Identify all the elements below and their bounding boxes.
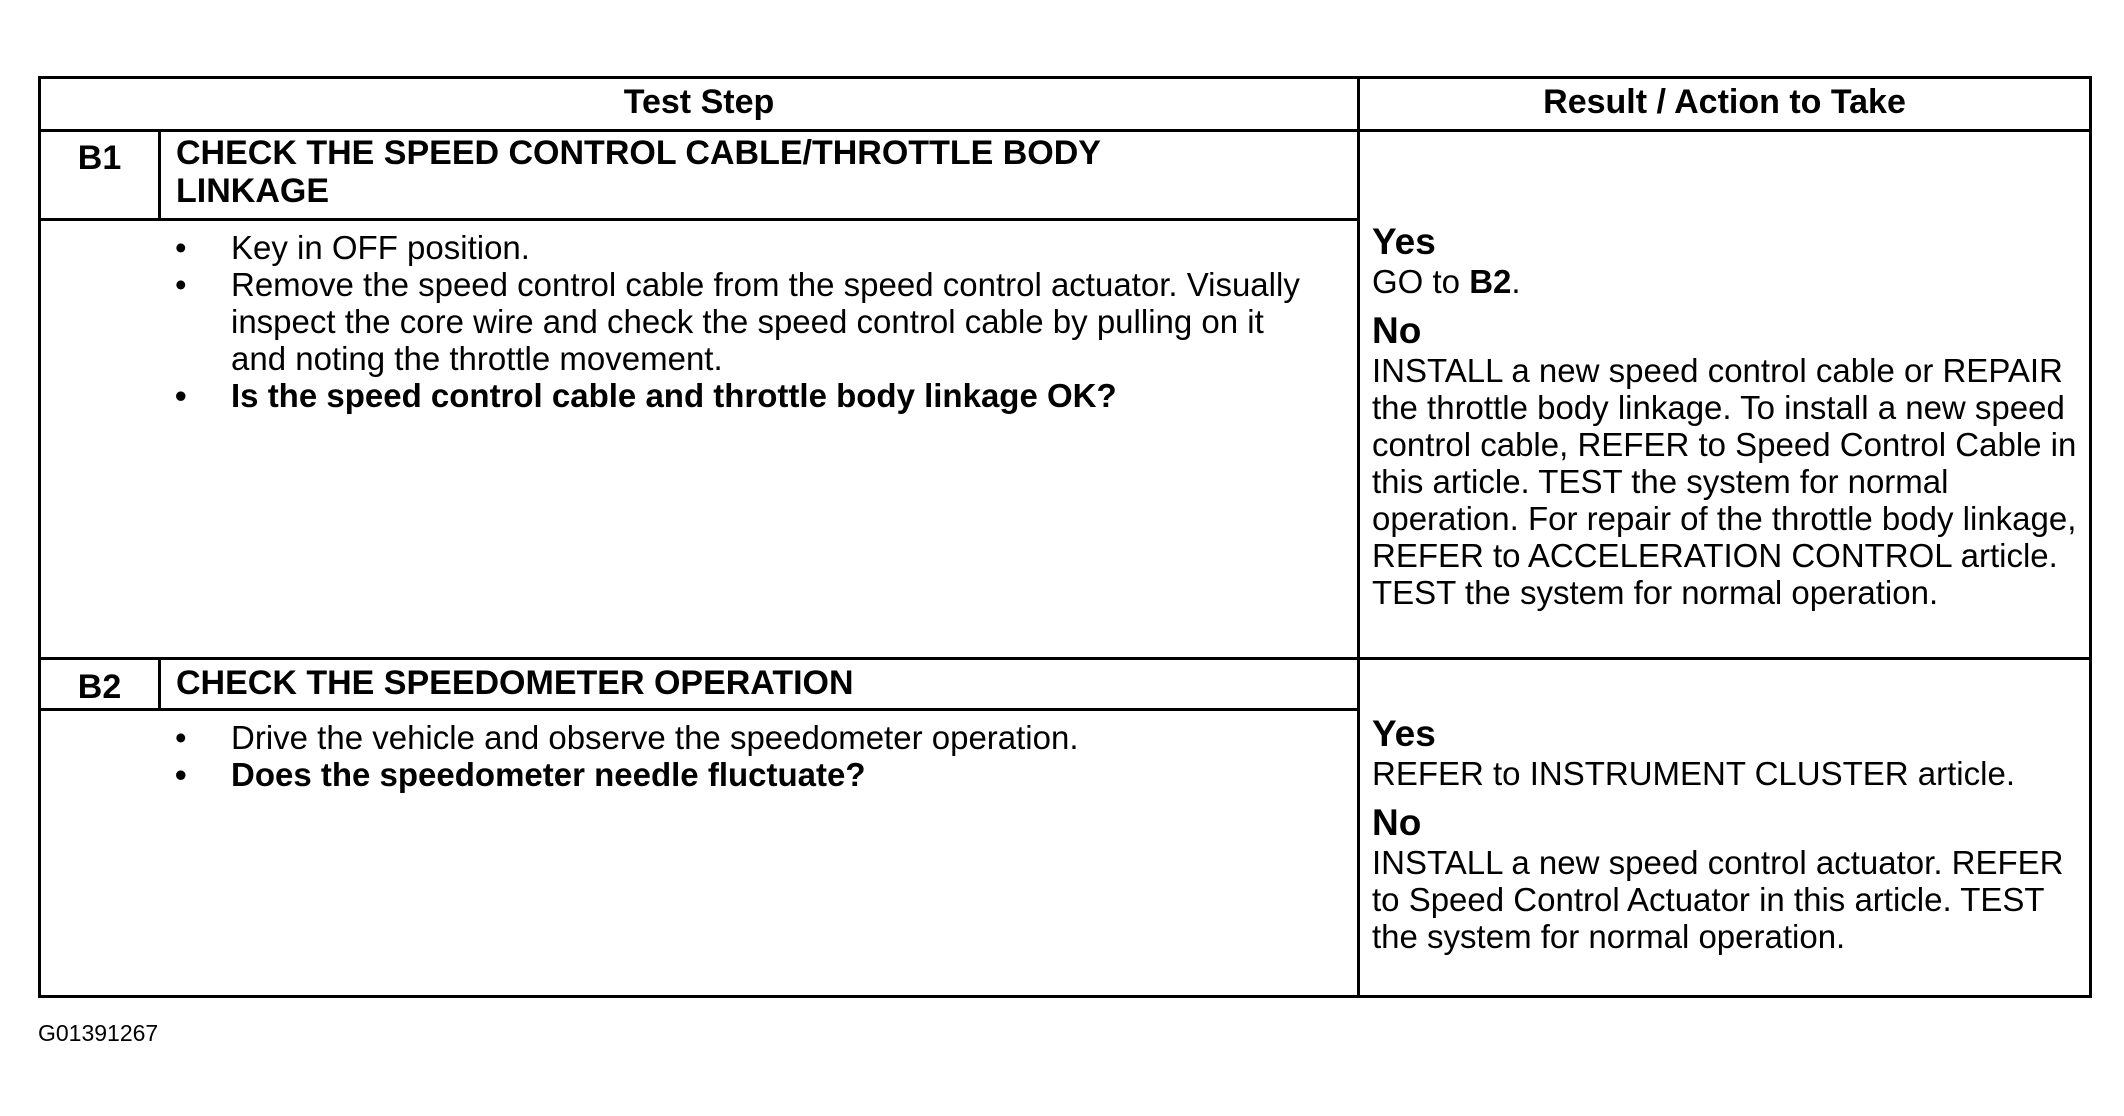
step-b2-checklist bbox=[175, 719, 1325, 793]
b1-id-divider bbox=[158, 129, 161, 218]
list-item: • Key in OFF position. bbox=[175, 229, 1325, 266]
yes-action bbox=[1372, 263, 2084, 300]
b2-id-divider bbox=[158, 657, 161, 708]
list-item: • Remove the speed control cable from the speed control actuator. Visually inspect the core wire and check the speed control cable by pulling on it and noting the throttle movement. bbox=[175, 266, 1325, 377]
result-b1 bbox=[1372, 221, 2084, 611]
no-label: No bbox=[1372, 802, 1422, 843]
header-test-step: Test Step bbox=[623, 83, 775, 121]
figure-id: G01391267 bbox=[38, 1020, 159, 1046]
yes-action-prefix: GO to bbox=[1372, 263, 1470, 300]
no-label: No bbox=[1372, 310, 1422, 351]
b1-title-divider bbox=[41, 218, 1357, 221]
step-id-b2: B2 bbox=[77, 668, 122, 706]
step-id-b1: B1 bbox=[77, 139, 122, 177]
b2-title-divider bbox=[41, 708, 1357, 711]
diagnostic-table bbox=[38, 76, 2092, 998]
step-title-b2: CHECK THE SPEEDOMETER OPERATION bbox=[176, 664, 854, 702]
list-item: • Drive the vehicle and observe the speedometer operation. bbox=[175, 719, 1325, 756]
list-item: • Is the speed control cable and throttle body linkage OK? bbox=[175, 377, 1325, 414]
step-title-b1: CHECK THE SPEED CONTROL CABLE/THROTTLE BODY LINKAGE bbox=[176, 134, 1101, 210]
yes-action-target: B2 bbox=[1469, 263, 1512, 300]
no-action: INSTALL a new speed control cable or REPAIR the throttle body linkage. To install a new speed control cable, REFER to Speed Control Cable in this article. TEST the system for normal operation. For repair of the throttle body linkage, REFER to ACCELERATION CONTROL article. TEST the system for normal operation. bbox=[1372, 352, 2077, 611]
no-action: INSTALL a new speed control actuator. REFER to Speed Control Actuator in this article. TEST the system for normal operation. bbox=[1372, 844, 2064, 955]
result-b2 bbox=[1372, 713, 2084, 955]
step-divider bbox=[41, 657, 2089, 660]
yes-label: Yes bbox=[1372, 713, 1436, 754]
yes-action-suffix: . bbox=[1511, 263, 1521, 300]
yes-action: REFER to INSTRUMENT CLUSTER article. bbox=[1372, 755, 2015, 792]
yes-label: Yes bbox=[1372, 221, 1436, 262]
list-item: • Does the speedometer needle fluctuate? bbox=[175, 756, 1325, 793]
step-b1-checklist bbox=[175, 229, 1325, 414]
header-divider bbox=[41, 129, 2089, 132]
header-result-action: Result / Action to Take bbox=[1543, 83, 1906, 121]
column-divider bbox=[1357, 79, 1360, 995]
